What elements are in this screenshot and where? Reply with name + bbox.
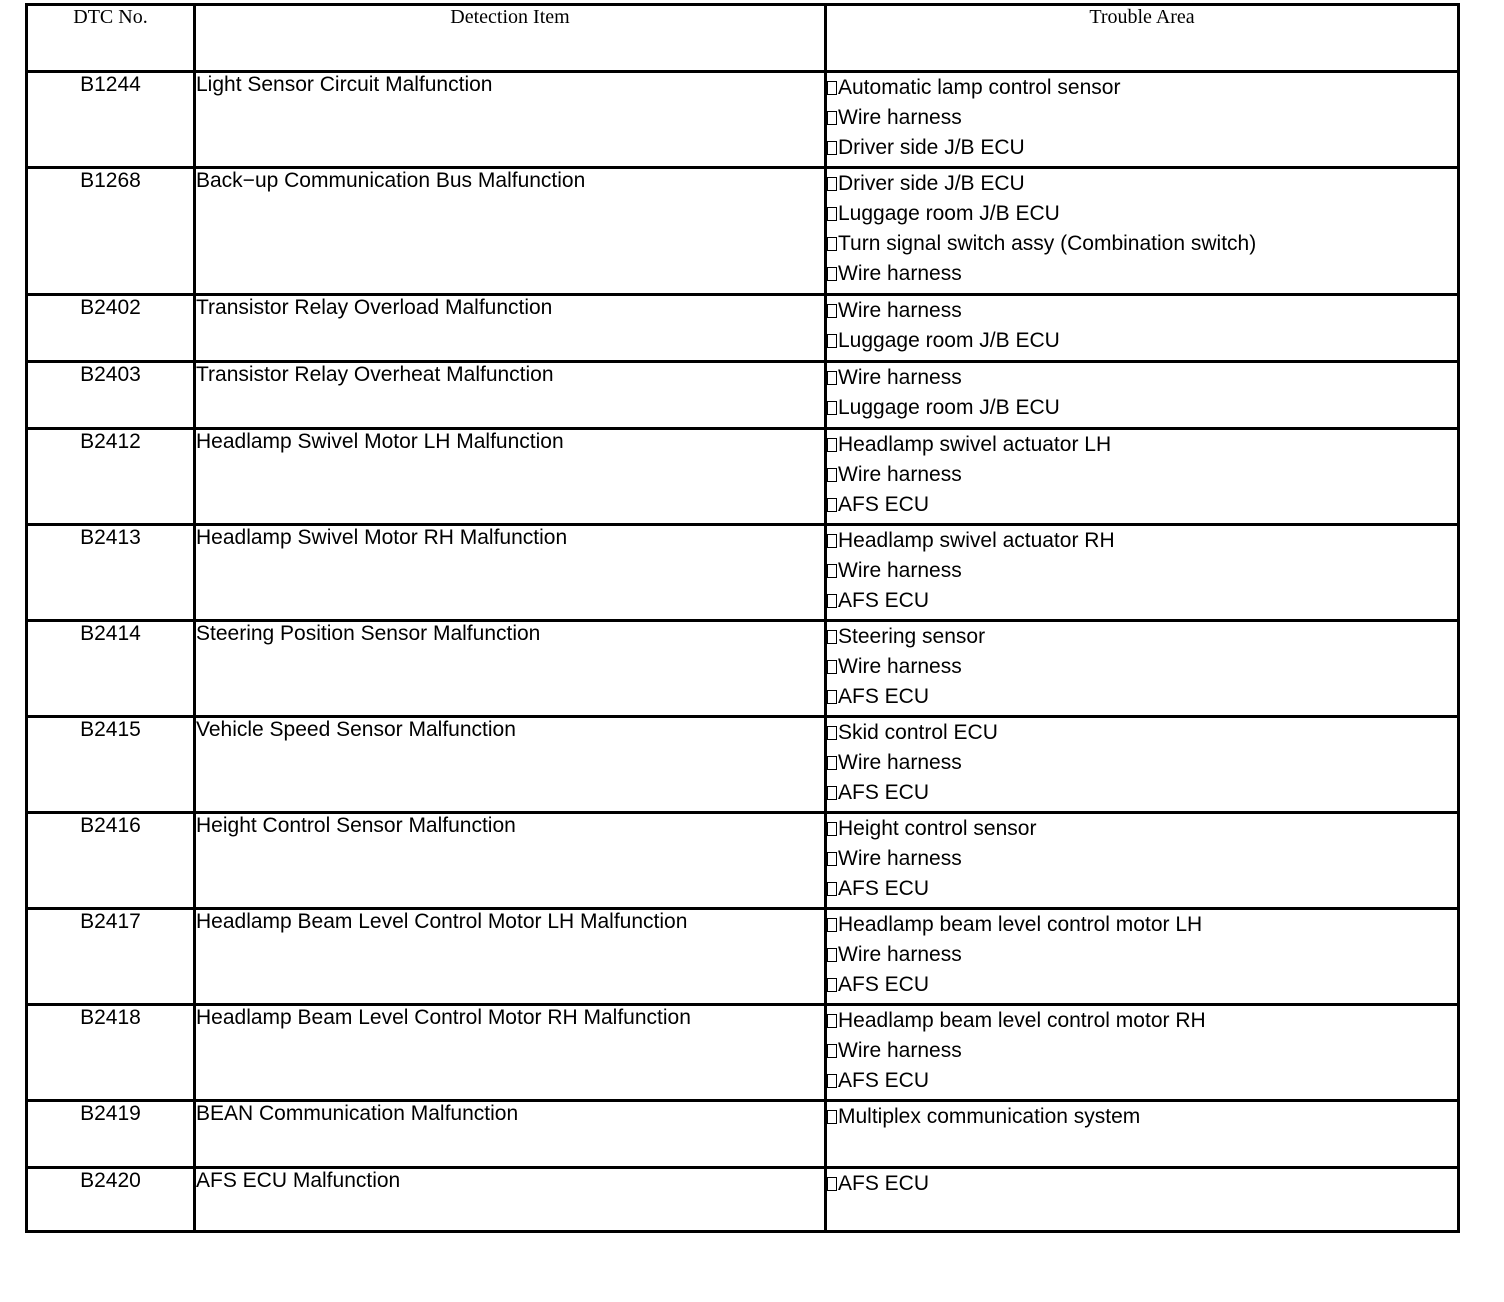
detection-item: Headlamp Beam Level Control Motor RH Malfunction — [195, 1005, 826, 1101]
checkbox-bullet-icon — [827, 852, 837, 866]
trouble-area-text: AFS ECU — [838, 877, 930, 900]
trouble-area — [826, 621, 1459, 717]
trouble-area-text: Wire harness — [838, 751, 962, 774]
trouble-area-item — [827, 490, 1457, 520]
table-row — [27, 72, 1459, 168]
trouble-area-item — [827, 970, 1457, 1000]
trouble-area-text: Wire harness — [838, 655, 962, 678]
trouble-area-text: Luggage room J/B ECU — [838, 202, 1060, 225]
trouble-area-text: Steering sensor — [838, 625, 986, 648]
trouble-area — [826, 429, 1459, 525]
trouble-area-item — [827, 460, 1457, 490]
trouble-area-item — [827, 718, 1457, 748]
trouble-area-item — [827, 229, 1457, 259]
trouble-area — [826, 525, 1459, 621]
header-detection-item: Detection Item — [195, 5, 826, 72]
checkbox-bullet-icon — [827, 438, 837, 452]
checkbox-bullet-icon — [827, 304, 837, 318]
detection-item: Vehicle Speed Sensor Malfunction — [195, 717, 826, 813]
trouble-area-item — [827, 296, 1457, 326]
trouble-area-text: Wire harness — [838, 366, 962, 389]
table-row — [27, 909, 1459, 1005]
trouble-area-item — [827, 748, 1457, 778]
trouble-area-text: Driver side J/B ECU — [838, 172, 1025, 195]
trouble-area — [826, 813, 1459, 909]
trouble-area-text: Luggage room J/B ECU — [838, 396, 1060, 419]
checkbox-bullet-icon — [827, 630, 837, 644]
trouble-area — [826, 362, 1459, 429]
trouble-area-text: Skid control ECU — [838, 721, 998, 744]
table-row — [27, 717, 1459, 813]
trouble-area-text: Multiplex communication system — [838, 1105, 1141, 1128]
trouble-area-item — [827, 556, 1457, 586]
checkbox-bullet-icon — [827, 498, 837, 512]
table-row — [27, 525, 1459, 621]
checkbox-bullet-icon — [827, 978, 837, 992]
trouble-area-item — [827, 169, 1457, 199]
trouble-area-item — [827, 778, 1457, 808]
checkbox-bullet-icon — [827, 822, 837, 836]
checkbox-bullet-icon — [827, 1044, 837, 1058]
detection-item: Headlamp Swivel Motor RH Malfunction — [195, 525, 826, 621]
trouble-area-text: Height control sensor — [838, 817, 1037, 840]
dtc-code: B2403 — [27, 362, 195, 429]
detection-item: Height Control Sensor Malfunction — [195, 813, 826, 909]
trouble-area-text: Luggage room J/B ECU — [838, 329, 1060, 352]
checkbox-bullet-icon — [827, 918, 837, 932]
trouble-area-item — [827, 1169, 1457, 1199]
checkbox-bullet-icon — [827, 948, 837, 962]
trouble-area-text: AFS ECU — [838, 493, 930, 516]
detection-item: Transistor Relay Overload Malfunction — [195, 295, 826, 362]
trouble-area-text: Headlamp beam level control motor RH — [838, 1009, 1206, 1032]
checkbox-bullet-icon — [827, 690, 837, 704]
trouble-area — [826, 909, 1459, 1005]
trouble-area-text: AFS ECU — [838, 685, 930, 708]
table-row — [27, 362, 1459, 429]
dtc-code: B2415 — [27, 717, 195, 813]
checkbox-bullet-icon — [827, 1110, 837, 1124]
trouble-area-item — [827, 199, 1457, 229]
checkbox-bullet-icon — [827, 141, 837, 155]
checkbox-bullet-icon — [827, 726, 837, 740]
trouble-area-item — [827, 430, 1457, 460]
trouble-area-item — [827, 1006, 1457, 1036]
trouble-area-text: AFS ECU — [838, 1069, 930, 1092]
dtc-code: B2418 — [27, 1005, 195, 1101]
trouble-area-text: Turn signal switch assy (Combination switch) — [838, 232, 1257, 255]
table-body — [27, 72, 1459, 1232]
trouble-area-text: Driver side J/B ECU — [838, 136, 1025, 159]
trouble-area-item — [827, 586, 1457, 616]
detection-item: Transistor Relay Overheat Malfunction — [195, 362, 826, 429]
trouble-area-item — [827, 682, 1457, 712]
dtc-code: B2419 — [27, 1101, 195, 1168]
trouble-area-item — [827, 910, 1457, 940]
dtc-code: B2417 — [27, 909, 195, 1005]
trouble-area-text: Wire harness — [838, 559, 962, 582]
trouble-area-item — [827, 1036, 1457, 1066]
dtc-code: B2402 — [27, 295, 195, 362]
checkbox-bullet-icon — [827, 267, 837, 281]
trouble-area-text: Wire harness — [838, 106, 962, 129]
trouble-area — [826, 1005, 1459, 1101]
trouble-area-text: Wire harness — [838, 847, 962, 870]
checkbox-bullet-icon — [827, 1177, 837, 1191]
trouble-area-text: AFS ECU — [838, 1172, 930, 1195]
checkbox-bullet-icon — [827, 237, 837, 251]
checkbox-bullet-icon — [827, 564, 837, 578]
detection-item: Headlamp Beam Level Control Motor LH Malfunction — [195, 909, 826, 1005]
dtc-code: B2412 — [27, 429, 195, 525]
detection-item: AFS ECU Malfunction — [195, 1168, 826, 1232]
checkbox-bullet-icon — [827, 534, 837, 548]
dtc-code: B2414 — [27, 621, 195, 717]
detection-item: Light Sensor Circuit Malfunction — [195, 72, 826, 168]
checkbox-bullet-icon — [827, 1074, 837, 1088]
trouble-area-item — [827, 1102, 1457, 1132]
trouble-area-text: Wire harness — [838, 1039, 962, 1062]
dtc-code: B2413 — [27, 525, 195, 621]
trouble-area-item — [827, 363, 1457, 393]
table-header-row — [27, 5, 1459, 72]
dtc-code: B1268 — [27, 168, 195, 295]
table-row — [27, 1005, 1459, 1101]
trouble-area — [826, 72, 1459, 168]
dtc-code: B1244 — [27, 72, 195, 168]
trouble-area-text: Headlamp swivel actuator RH — [838, 529, 1115, 552]
detection-item: BEAN Communication Malfunction — [195, 1101, 826, 1168]
checkbox-bullet-icon — [827, 468, 837, 482]
trouble-area — [826, 295, 1459, 362]
trouble-area-item — [827, 259, 1457, 289]
trouble-area-text: Wire harness — [838, 463, 962, 486]
trouble-area-item — [827, 73, 1457, 103]
trouble-area-item — [827, 874, 1457, 904]
checkbox-bullet-icon — [827, 882, 837, 896]
checkbox-bullet-icon — [827, 594, 837, 608]
trouble-area-item — [827, 940, 1457, 970]
table-row — [27, 813, 1459, 909]
trouble-area-item — [827, 814, 1457, 844]
header-dtc-no: DTC No. — [27, 5, 195, 72]
trouble-area-item — [827, 103, 1457, 133]
detection-item: Headlamp Swivel Motor LH Malfunction — [195, 429, 826, 525]
dtc-table — [25, 3, 1460, 1233]
table-row — [27, 168, 1459, 295]
checkbox-bullet-icon — [827, 786, 837, 800]
table-row — [27, 1168, 1459, 1232]
trouble-area — [826, 1168, 1459, 1232]
checkbox-bullet-icon — [827, 660, 837, 674]
checkbox-bullet-icon — [827, 371, 837, 385]
trouble-area-item — [827, 393, 1457, 423]
trouble-area-item — [827, 133, 1457, 163]
checkbox-bullet-icon — [827, 334, 837, 348]
trouble-area-text: AFS ECU — [838, 589, 930, 612]
detection-item: Steering Position Sensor Malfunction — [195, 621, 826, 717]
checkbox-bullet-icon — [827, 81, 837, 95]
table-row — [27, 429, 1459, 525]
trouble-area — [826, 717, 1459, 813]
trouble-area-item — [827, 526, 1457, 556]
dtc-code: B2420 — [27, 1168, 195, 1232]
detection-item: Back−up Communication Bus Malfunction — [195, 168, 826, 295]
checkbox-bullet-icon — [827, 111, 837, 125]
checkbox-bullet-icon — [827, 756, 837, 770]
checkbox-bullet-icon — [827, 401, 837, 415]
trouble-area-text: Wire harness — [838, 262, 962, 285]
trouble-area — [826, 1101, 1459, 1168]
trouble-area-text: Wire harness — [838, 943, 962, 966]
trouble-area-item — [827, 326, 1457, 356]
table-row — [27, 621, 1459, 717]
trouble-area-item — [827, 1066, 1457, 1096]
trouble-area-text: Automatic lamp control sensor — [838, 76, 1121, 99]
trouble-area-item — [827, 652, 1457, 682]
trouble-area — [826, 168, 1459, 295]
checkbox-bullet-icon — [827, 177, 837, 191]
trouble-area-text: Headlamp swivel actuator LH — [838, 433, 1112, 456]
trouble-area-item — [827, 844, 1457, 874]
checkbox-bullet-icon — [827, 1014, 837, 1028]
trouble-area-text: AFS ECU — [838, 781, 930, 804]
trouble-area-text: Wire harness — [838, 299, 962, 322]
trouble-area-text: Headlamp beam level control motor LH — [838, 913, 1203, 936]
checkbox-bullet-icon — [827, 207, 837, 221]
header-trouble-area: Trouble Area — [826, 5, 1459, 72]
trouble-area-text: AFS ECU — [838, 973, 930, 996]
trouble-area-item — [827, 622, 1457, 652]
dtc-code: B2416 — [27, 813, 195, 909]
table-row — [27, 1101, 1459, 1168]
table-row — [27, 295, 1459, 362]
